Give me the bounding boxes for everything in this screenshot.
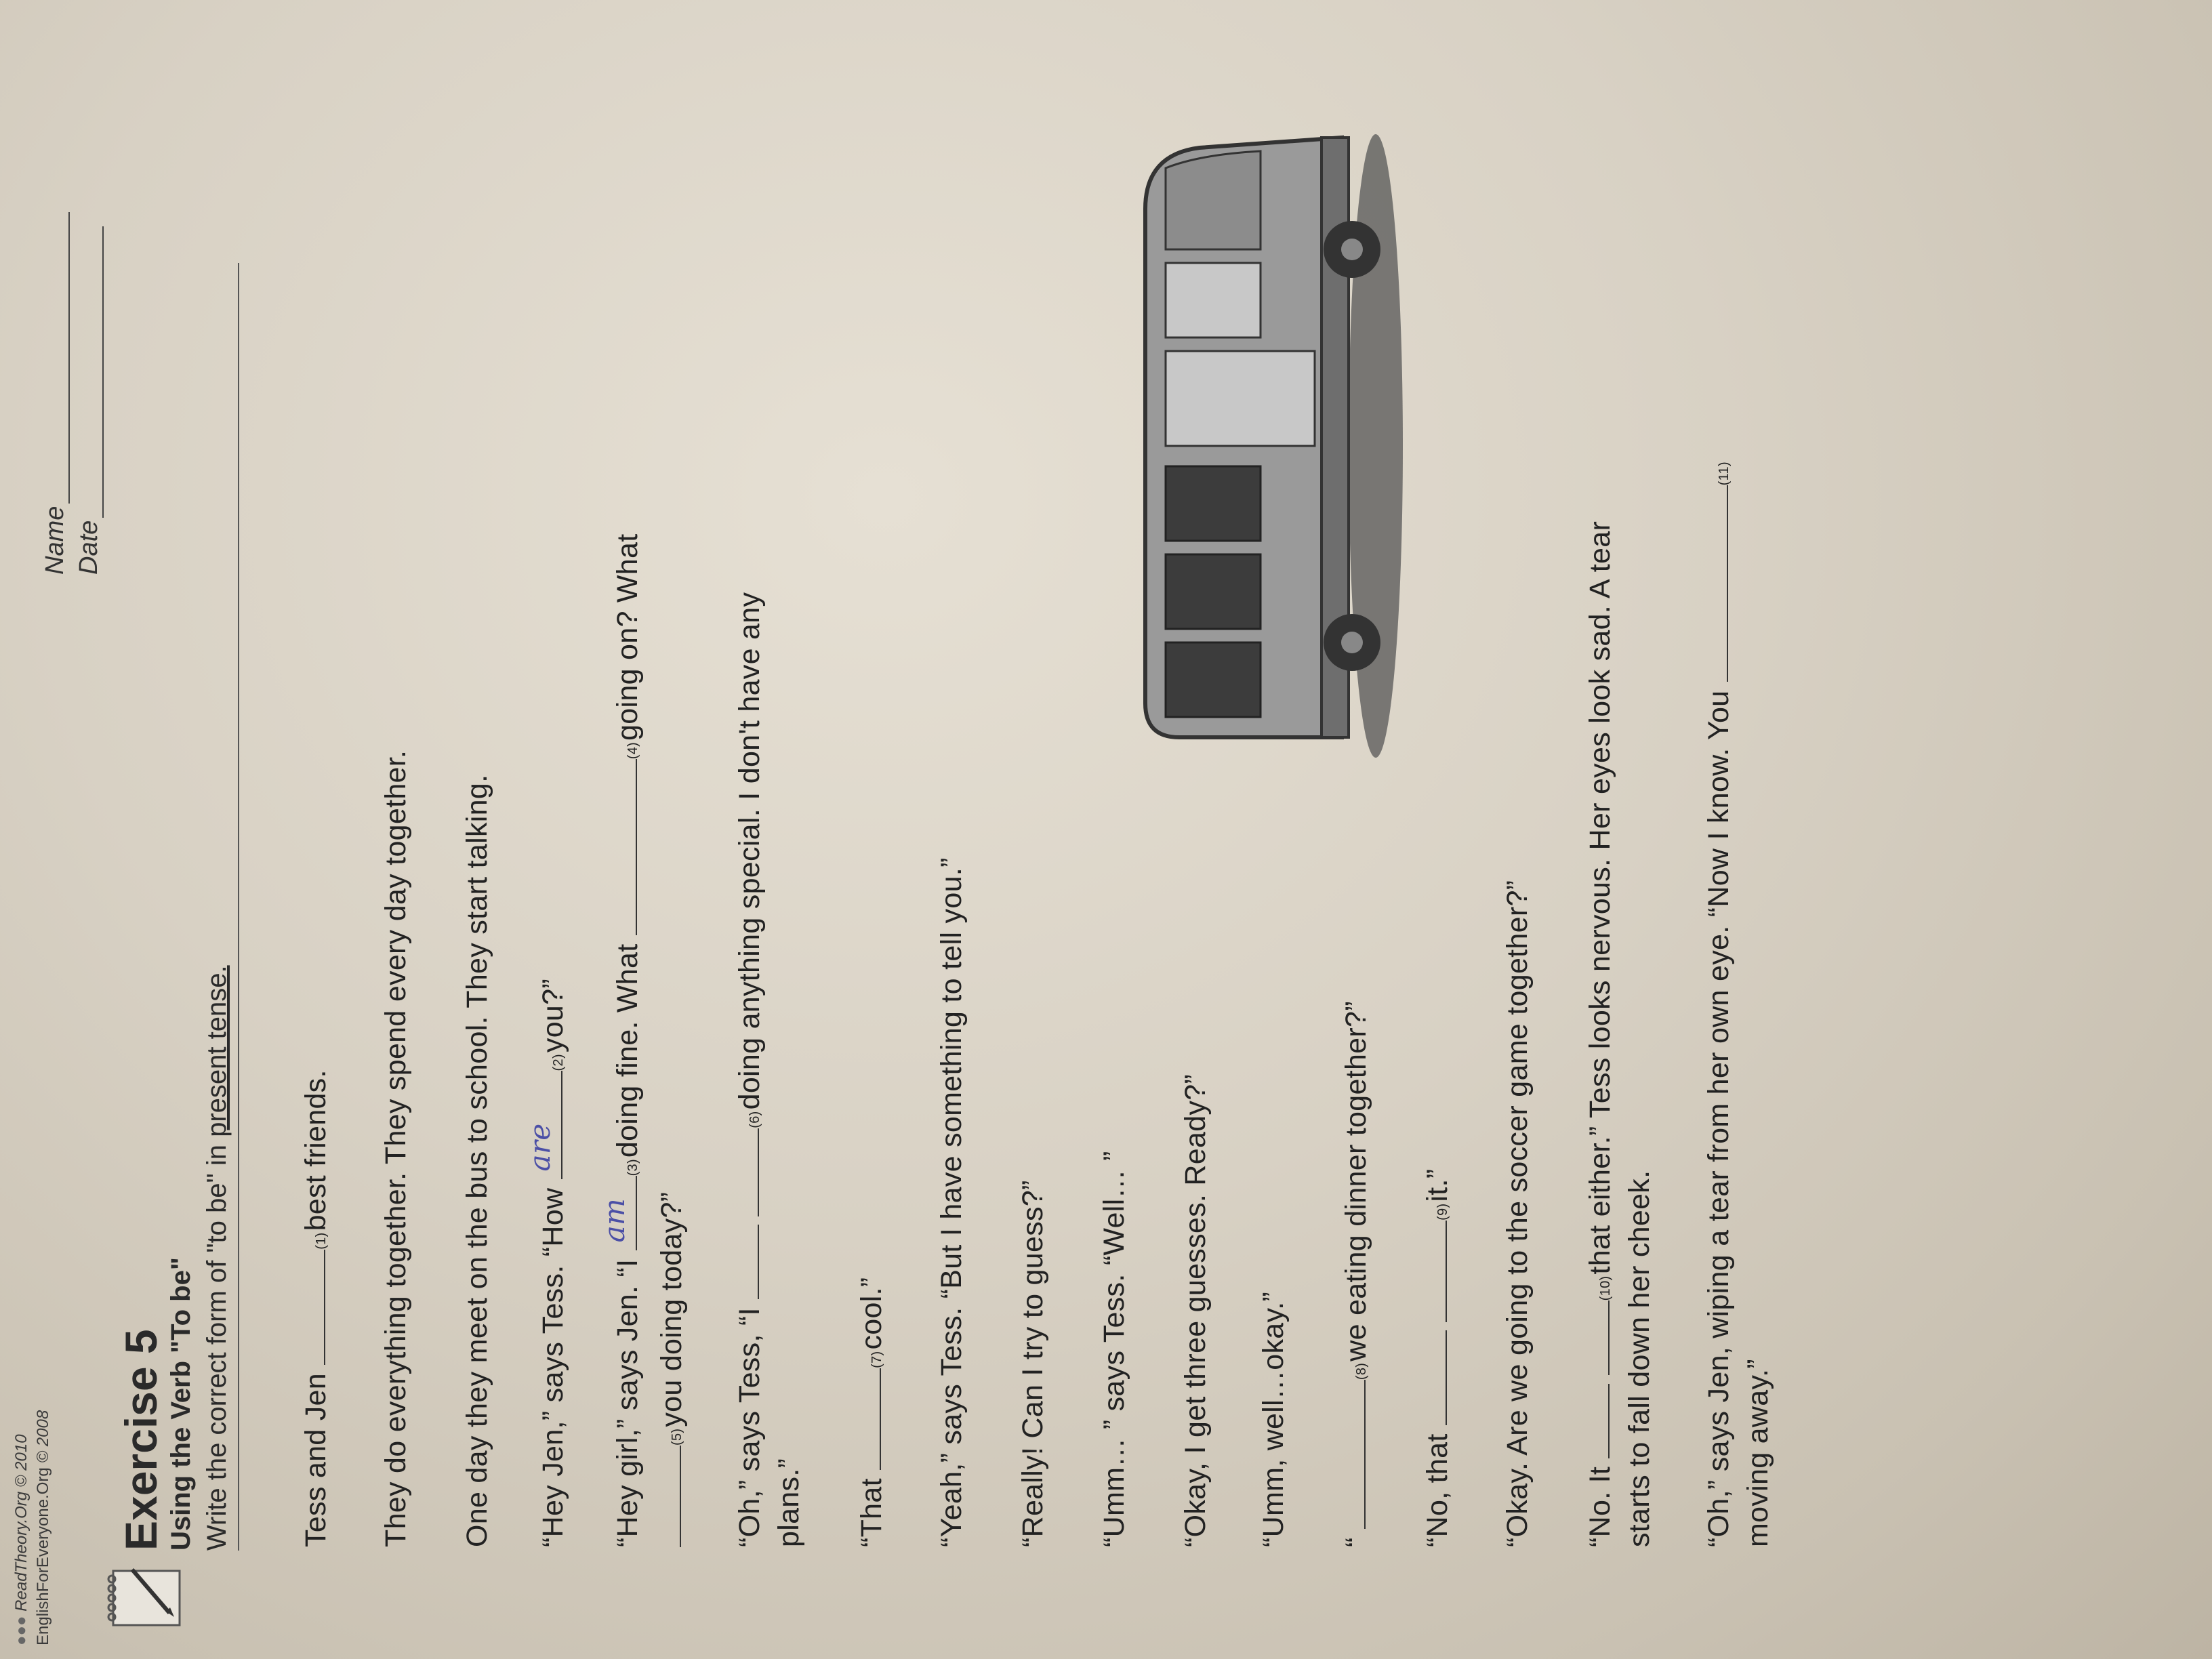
answer-blank-9b[interactable] [1420,1221,1447,1322]
answer-blank-9a[interactable] [1420,1330,1447,1425]
site-credit-1: ●●● ReadTheory.Org © 2010 [12,1434,30,1645]
story-line-8: plans.” [773,1458,805,1547]
story-line-5: “Hey girl,” says Jen. “I am (3)doing fine. What (4)going on? What [598,533,644,1547]
answer-blank-5[interactable] [654,1446,681,1547]
date-field[interactable] [75,226,104,575]
story-line-4: “Hey Jen,” says Tess. “How are (2)you?” [523,979,569,1547]
bus-illustration [1118,121,1403,764]
story-line-7: “Oh,” says Tess, “I (6)doing anything special. I don't have any [733,592,766,1547]
answer-blank-6b[interactable] [732,1128,759,1216]
site-name: ReadTheory.Org [12,1491,30,1612]
story-line-17: “Okay. Are we going to the soccer game together?” [1501,880,1534,1547]
answer-blank-10a[interactable] [1582,1384,1610,1458]
site2-year: © 2008 [34,1410,52,1463]
story-line-16: “No, that (9)it.” [1421,1168,1454,1547]
answer-blank-4[interactable] [610,759,637,935]
story-line-6: (5)you doing today?” [654,1192,689,1547]
site-credit-2 [34,1410,53,1645]
story-line-10: “Yeah,” says Tess. “But I have something to tell you.” [935,857,968,1547]
answer-blank-7[interactable] [854,1368,881,1470]
handwritten-answer-2: are [523,1123,556,1172]
site-year: © 2010 [12,1434,30,1488]
story-line-13: “Okay, I get three guesses. Ready?” [1179,1073,1212,1547]
story-line-12: “Umm… ” says Tess. “Well… ” [1098,1151,1130,1547]
story-line-15: “ (8)we eating dinner together?” [1340,1001,1372,1547]
instruction [202,263,239,1551]
exercise-title: Exercise 5 [116,1329,166,1551]
notebook-icon [105,1557,186,1632]
answer-blank-8[interactable] [1338,1380,1366,1529]
answer-blank-11[interactable] [1701,485,1728,682]
story-line-1: Tess and Jen (1)best friends. [300,1069,332,1547]
story-line-11: “Really! Can I try to guess?” [1017,1180,1049,1547]
date-label: Date [75,520,103,575]
instruction-text: Write the correct form of "to be" in [202,1136,232,1551]
story-line-2: They do everything together. They spend every day together. [380,750,412,1547]
name-label: Name [41,506,69,575]
story-line-20: “Oh,” says Jen, wiping a tear from her own eye. “Now I know. You (11) [1702,462,1735,1547]
handwritten-answer-3: am [598,1197,631,1243]
answer-blank-6a[interactable] [732,1225,759,1299]
story-line-21: moving away.” [1742,1359,1774,1547]
site2-name: EnglishForEveryone.Org [34,1467,52,1645]
exercise-subtitle: Using the Verb "To be" [166,1257,196,1551]
story-line-14: “Umm, well…okay.” [1257,1292,1290,1547]
story-line-18: “No. It (10)that either.” Tess looks nervous. Her eyes look sad. A tear [1584,520,1616,1547]
instruction-emphasis: present tense. [202,965,232,1137]
name-field[interactable] [41,212,70,575]
story-line-19: starts to fall down her cheek. [1623,1170,1656,1547]
answer-blank-2[interactable] [523,1071,562,1179]
date-line[interactable] [79,226,104,518]
story-line-3: One day they meet on the bus to school. They start talking. [461,774,493,1547]
answer-blank-10b[interactable] [1582,1300,1610,1375]
story-line-9: “That (7)cool.” [855,1277,888,1547]
answer-blank-1[interactable] [298,1250,325,1365]
answer-blank-3[interactable] [598,1176,637,1250]
name-line[interactable] [45,212,70,504]
